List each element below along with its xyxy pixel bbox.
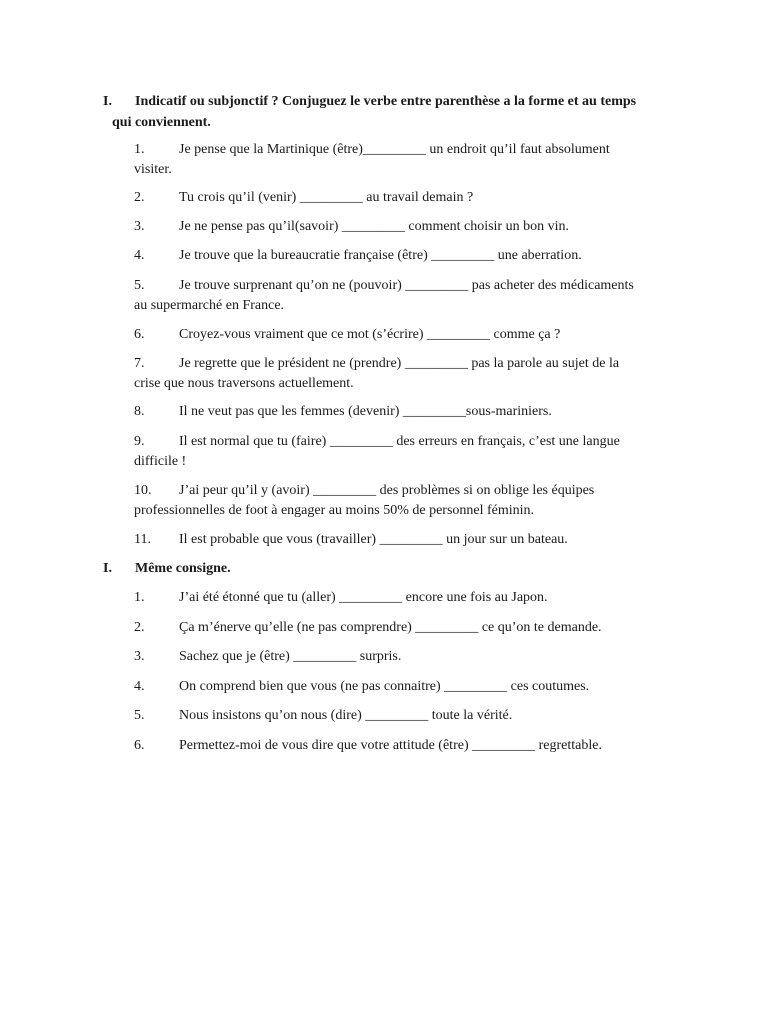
item-number: 3. — [134, 649, 145, 664]
exercise-item — [134, 276, 654, 315]
item-text: J’ai peur qu’il y (avoir) _________ des problèmes si on oblige les équipes — [179, 483, 595, 498]
section-1-heading — [103, 91, 693, 133]
item-number: 5. — [134, 278, 145, 293]
item-number: 9. — [134, 434, 145, 449]
item-number: 2. — [134, 620, 145, 635]
exercise-item — [134, 140, 654, 179]
exercise-item — [134, 246, 654, 266]
section-1-title-line1: Indicatif ou subjonctif ? Conjuguez le verbe entre parenthèse a la forme et au temps — [135, 94, 637, 109]
item-number: 3. — [134, 219, 145, 234]
section-2-number: I. — [103, 561, 112, 576]
item-text: Ça m’énerve qu’elle (ne pas comprendre) _________ ce qu’on te demande. — [179, 620, 602, 635]
item-text: Sachez que je (être) _________ surpris. — [179, 649, 402, 664]
item-text: Je regrette que le président ne (prendre) _________ pas la parole au sujet de la — [179, 356, 620, 371]
item-text: Nous insistons qu’on nous (dire) _________ toute la vérité. — [179, 708, 513, 723]
section-1-title-line2: qui conviennent. — [112, 115, 211, 130]
section-2-title: Même consigne. — [135, 561, 231, 576]
item-number: 10. — [134, 483, 152, 498]
item-text: Tu crois qu’il (venir) _________ au travail demain ? — [179, 190, 474, 205]
item-number: 6. — [134, 327, 145, 342]
item-number: 11. — [134, 532, 151, 547]
exercise-item — [134, 217, 654, 237]
item-text: Je trouve que la bureaucratie française (être) _________ une aberration. — [179, 248, 582, 263]
exercise-item — [134, 618, 654, 638]
item-continuation: professionnelles de foot à engager au moins 50% de personnel féminin. — [134, 502, 535, 518]
item-number: 1. — [134, 590, 145, 605]
exercise-item — [134, 481, 654, 520]
item-text: Il ne veut pas que les femmes (devenir) _________sous-mariniers. — [179, 404, 552, 419]
exercise-item — [134, 354, 654, 393]
item-continuation: visiter. — [134, 161, 172, 177]
item-number: 4. — [134, 679, 145, 694]
exercise-item — [134, 736, 654, 756]
exercise-item — [134, 647, 654, 667]
item-text: Il est normal que tu (faire) _________ des erreurs en français, c’est une langue — [179, 434, 620, 449]
item-number: 7. — [134, 356, 145, 371]
item-text: Croyez-vous vraiment que ce mot (s’écrire) _________ comme ça ? — [179, 327, 561, 342]
item-number: 8. — [134, 404, 145, 419]
item-continuation: au supermarché en France. — [134, 297, 285, 313]
section-1-number: I. — [103, 94, 112, 109]
item-text: Je ne pense pas qu’il(savoir) _________ comment choisir un bon vin. — [179, 219, 569, 234]
exercise-item — [134, 432, 654, 471]
item-continuation: difficile ! — [134, 453, 187, 469]
item-number: 1. — [134, 142, 145, 157]
item-continuation: crise que nous traversons actuellement. — [134, 375, 354, 391]
item-text: Permettez-moi de vous dire que votre attitude (être) _________ regrettable. — [179, 738, 602, 753]
section-2-heading — [103, 558, 693, 579]
item-number: 5. — [134, 708, 145, 723]
exercise-item — [134, 706, 654, 726]
exercise-item — [134, 325, 654, 345]
exercise-item — [134, 402, 654, 422]
item-number: 4. — [134, 248, 145, 263]
item-text: Je trouve surprenant qu’on ne (pouvoir) _________ pas acheter des médicaments — [179, 278, 634, 293]
exercise-item — [134, 677, 654, 697]
item-number: 2. — [134, 190, 145, 205]
item-text: Je pense que la Martinique (être)_________ un endroit qu’il faut absolument — [179, 142, 610, 157]
exercise-item — [134, 530, 654, 550]
exercise-item — [134, 188, 654, 208]
item-text: On comprend bien que vous (ne pas connaitre) _________ ces coutumes. — [179, 679, 590, 694]
exercise-item — [134, 588, 654, 608]
item-text: Il est probable que vous (travailler) _________ un jour sur un bateau. — [179, 532, 568, 547]
item-text: J’ai été étonné que tu (aller) _________ encore une fois au Japon. — [179, 590, 548, 605]
item-number: 6. — [134, 738, 145, 753]
